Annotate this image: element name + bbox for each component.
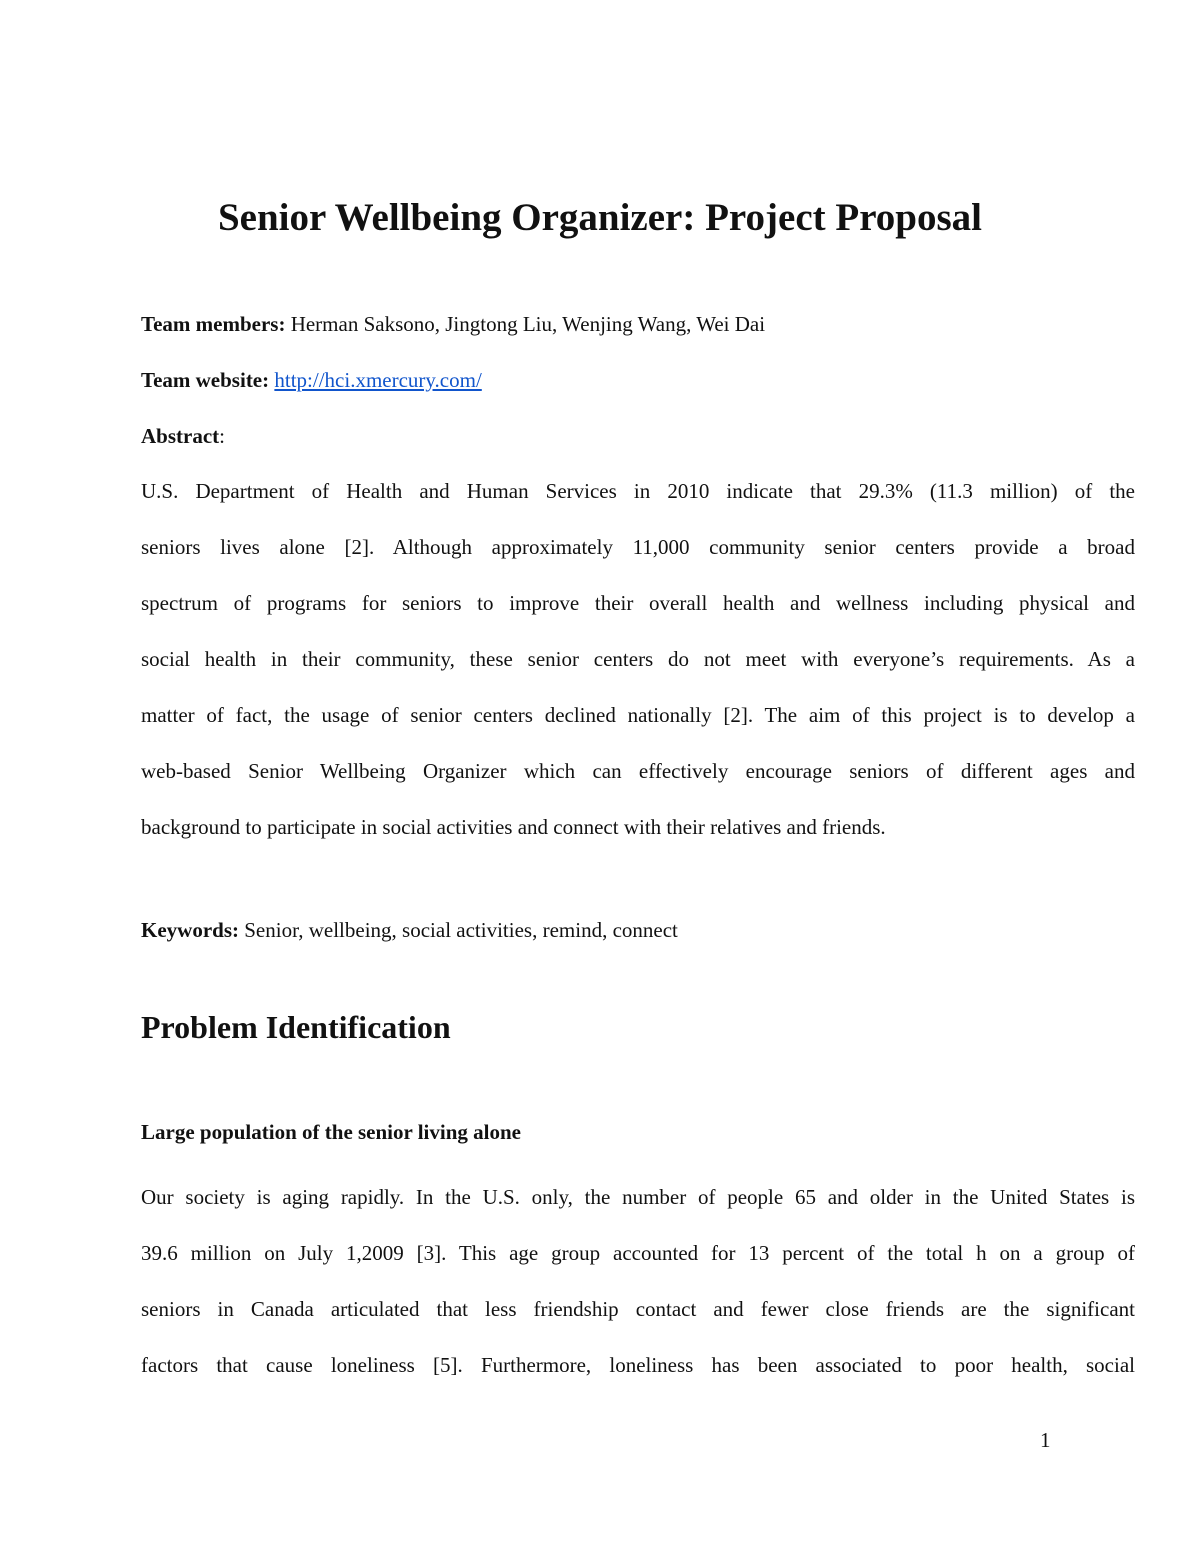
keywords-label: Keywords: [141, 918, 239, 942]
keywords-line [141, 916, 678, 944]
abstract-line: U.S. Department of Health and Human Services in 2010 indicate that 29.3% (11.3 million) of the [141, 479, 1135, 503]
section-line: seniors in Canada articulated that less friendship contact and fewer close friends are the significant [141, 1297, 1135, 1321]
team-website-label: Team website: [141, 368, 270, 392]
subsection-heading: Large population of the senior living alone [141, 1120, 521, 1144]
abstract-line: web-based Senior Wellbeing Organizer which can effectively encourage seniors of different ages and [141, 759, 1135, 783]
document-title: Senior Wellbeing Organizer: Project Proposal [217, 196, 983, 239]
section-heading: Problem Identification [141, 1009, 451, 1045]
abstract-heading [141, 422, 225, 450]
section-line: 39.6 million on July 1,2009 [3]. This age group accounted for 13 percent of the total h on a group of [141, 1241, 1135, 1265]
team-members-line [141, 310, 765, 338]
keywords-value: Senior, wellbeing, social activities, remind, connect [239, 918, 678, 942]
abstract-line: spectrum of programs for seniors to improve their overall health and wellness including physical and [141, 591, 1135, 615]
section-paragraph [141, 1169, 1135, 1393]
team-members-label: Team members: [141, 312, 286, 336]
team-website-link[interactable]: http://hci.xmercury.com/ [274, 368, 482, 392]
abstract-line: matter of fact, the usage of senior centers declined nationally [2]. The aim of this project is to develop a [141, 703, 1135, 727]
page-number: 1 [1040, 1428, 1051, 1452]
team-website-line [141, 366, 482, 394]
section-line: Our society is aging rapidly. In the U.S. only, the number of people 65 and older in the United States is [141, 1185, 1135, 1209]
abstract-paragraph [141, 463, 1135, 855]
abstract-colon: : [219, 424, 225, 448]
section-line: factors that cause loneliness [5]. Furthermore, loneliness has been associated to poor health, social [141, 1353, 1135, 1377]
abstract-line: seniors lives alone [2]. Although approximately 11,000 community senior centers provide a broad [141, 535, 1135, 559]
team-members-value: Herman Saksono, Jingtong Liu, Wenjing Wang, Wei Dai [285, 312, 766, 336]
abstract-line: social health in their community, these senior centers do not meet with everyone’s requirements. As a [141, 647, 1135, 671]
abstract-label: Abstract [141, 424, 220, 448]
abstract-line: background to participate in social activities and connect with their relatives and friends. [141, 815, 886, 839]
